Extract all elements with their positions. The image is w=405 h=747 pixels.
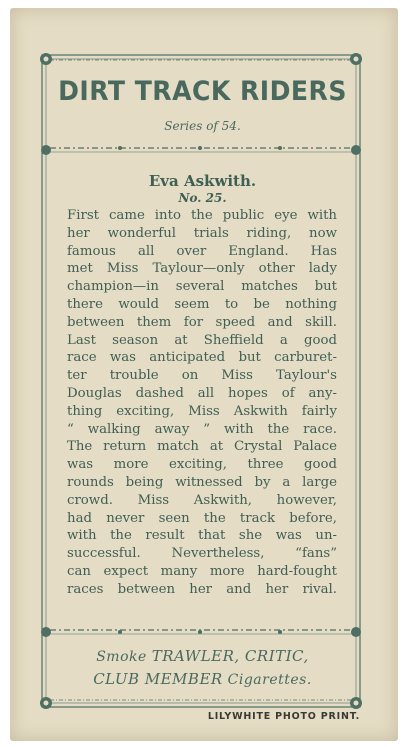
- biography-line: was more exciting, three good: [67, 457, 337, 473]
- biography-line: her wonderful trials riding, now: [67, 225, 337, 241]
- advert-brand-club-member: CLUB MEMBER: [93, 670, 223, 688]
- biography-line: First came into the public eye with: [67, 208, 337, 223]
- biography-line: Douglas dashed all hopes of any-: [67, 385, 337, 401]
- biography-line: ter trouble on Miss Taylour's: [67, 368, 337, 384]
- biography-line: can expect many more hard-fought: [67, 563, 337, 579]
- card-title: DIRT TRACK RIDERS: [58, 76, 347, 107]
- biography-line: “ walking away ” with the race.: [67, 421, 337, 437]
- biography-line: race was anticipated but carburet-: [67, 350, 337, 366]
- advert-brands: TRAWLER, CRITIC,: [151, 647, 309, 665]
- biography-line: successful. Nevertheless, “fans”: [67, 546, 337, 562]
- biography-line: met Miss Taylour—only other lady: [67, 261, 337, 277]
- advert-line-2: [45, 670, 360, 688]
- rider-name: Eva Askwith.: [148, 172, 257, 190]
- advert-smoke: Smoke: [96, 649, 147, 665]
- biography-line: Last season at Sheffield a good: [67, 332, 337, 348]
- biography-line: there would seem to be nothing: [67, 296, 337, 312]
- biography-text: [67, 207, 337, 599]
- biography-line: champion—in several matches but: [67, 279, 337, 295]
- card-number: No. 25.: [178, 191, 227, 205]
- biography-line: with the result that she was un-: [67, 528, 337, 544]
- advert-cigarettes: Cigarettes.: [227, 672, 312, 688]
- biography-line: races between her and her rival.: [67, 581, 337, 597]
- series-label: Series of 54.: [164, 119, 241, 133]
- advert-line-1: [45, 647, 360, 665]
- biography-line: The return match at Crystal Palace: [67, 439, 337, 455]
- biography-line: rounds being witnessed by a large: [67, 474, 337, 490]
- printer-credit: LILYWHITE PHOTO PRINT.: [207, 711, 360, 722]
- biography-line: between them for speed and skill.: [67, 314, 337, 330]
- biography-line: thing exciting, Miss Askwith fairly: [67, 403, 337, 419]
- biography-line: famous all over England. Has: [67, 243, 337, 259]
- biography-line: crowd. Miss Askwith, however,: [67, 492, 337, 508]
- biography-line: had never seen the track before,: [67, 510, 337, 526]
